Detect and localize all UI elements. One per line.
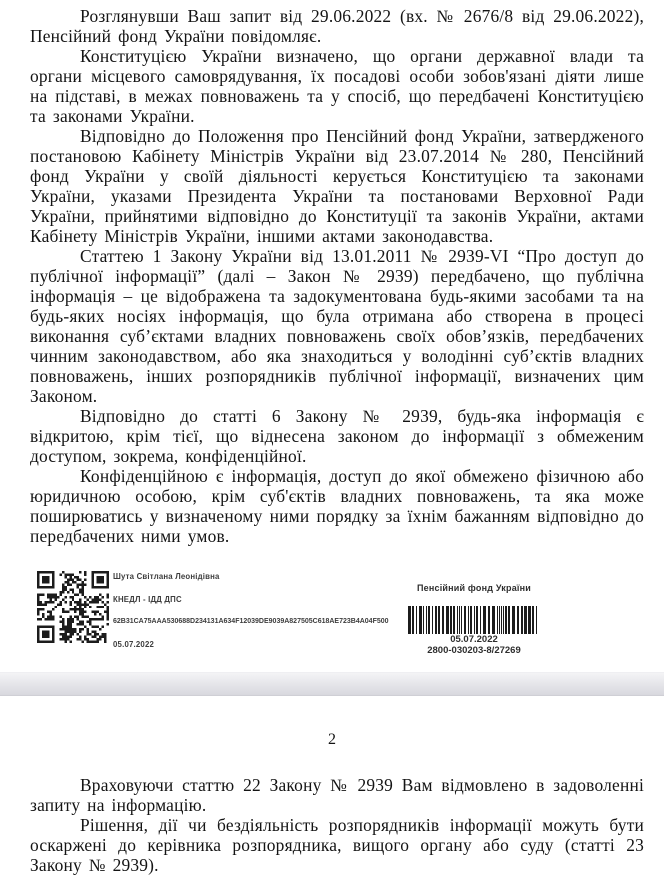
paragraph: Конфіденційною є інформація, доступ до якої обмежено фізичною або юридичною особою, крім суб'єктів владних повноважень, та яка може поширюватись у визначеному ними порядку за їхнім бажанням відповідно до передбачених ними умов. [30, 466, 644, 546]
page-number: 2 [328, 731, 336, 748]
signer-name: Шута Світлана Леонідівна [113, 572, 220, 581]
stamp-org-name: Пенсійний фонд України [416, 583, 532, 593]
paragraph: Статтею 1 Закону України від 13.01.2011 № 2939-VI “Про доступ до публічної інформації” (далі – Закон № 2939) передбачено, що публічна інформація – це відображена та задокументована будь-якими засобами та на будь-яких носіях інформація, що була отримана або створена в процесі виконання суб’єктами владних повноважень своїх обов’язків, передбачених чинним законодавством, або яка знаходиться у володінні суб’єктів владних повноважень, інших розпорядників публічної інформації, визначених цим Законом. [30, 246, 644, 406]
page-separator [0, 672, 664, 696]
stamp-reg-number: 2800-030203-8/27269 [427, 645, 521, 656]
digital-signature-details [113, 572, 413, 662]
scanned-page-2 [0, 696, 664, 879]
paragraph: Відповідно до Положення про Пенсійний фонд України, затвердженого постановою Кабінету Міністрів України від 23.07.2014 № 280, Пенсійний фонд України у своїй діяльності керується Конституцією та законами України, указами Президента України та постановами Верховної Ради України, прийнятими відповідно до Конституції та законів України, актами Кабінету Міністрів України, іншими актами законодавства. [30, 126, 644, 246]
paragraph: Враховуючи статтю 22 Закону № 2939 Вам відмовлено в задоволенні запиту на інформацію. [30, 775, 644, 815]
stamp-date: 05.07.2022 [450, 634, 498, 645]
paragraph: Розглянувши Ваш запит від 29.06.2022 (вх. № 2676/8 від 29.06.2022), Пенсійний фонд України повідомляє. [30, 6, 644, 46]
paragraph: Відповідно до статті 6 Закону № 2939, будь-яка інформація є відкритою, крім тієї, що віднесена законом до інформації з обмеженим доступом, зокрема, конфіденційної. [30, 406, 644, 466]
registration-stamp [398, 583, 550, 656]
barcode-icon [408, 606, 540, 634]
signature-date: 05.07.2022 [113, 639, 155, 649]
qr-code-icon [37, 568, 109, 646]
paragraph: Конституцією України визначено, що органи державної влади та органи місцевого самоврядування, їх посадові особи зобов'язані діяти лише на підставі, в межах повноважень та у спосіб, що передбачені Конституцією та законами України. [30, 46, 644, 126]
letter-body-page2 [0, 775, 664, 875]
certificate-authority: КНЕДЛ - ІДД ДПС [113, 594, 182, 604]
paragraph: Рішення, дії чи бездіяльність розпорядників інформації можуть бути оскаржені до керівника розпорядника, вищого органу або суду (статті 23 Закону № 2939). [30, 815, 644, 875]
certificate-serial: 62B31CA75AAA530688D234131A634F12039DE9039A827505C618AE723B4A04F500 [113, 618, 389, 626]
